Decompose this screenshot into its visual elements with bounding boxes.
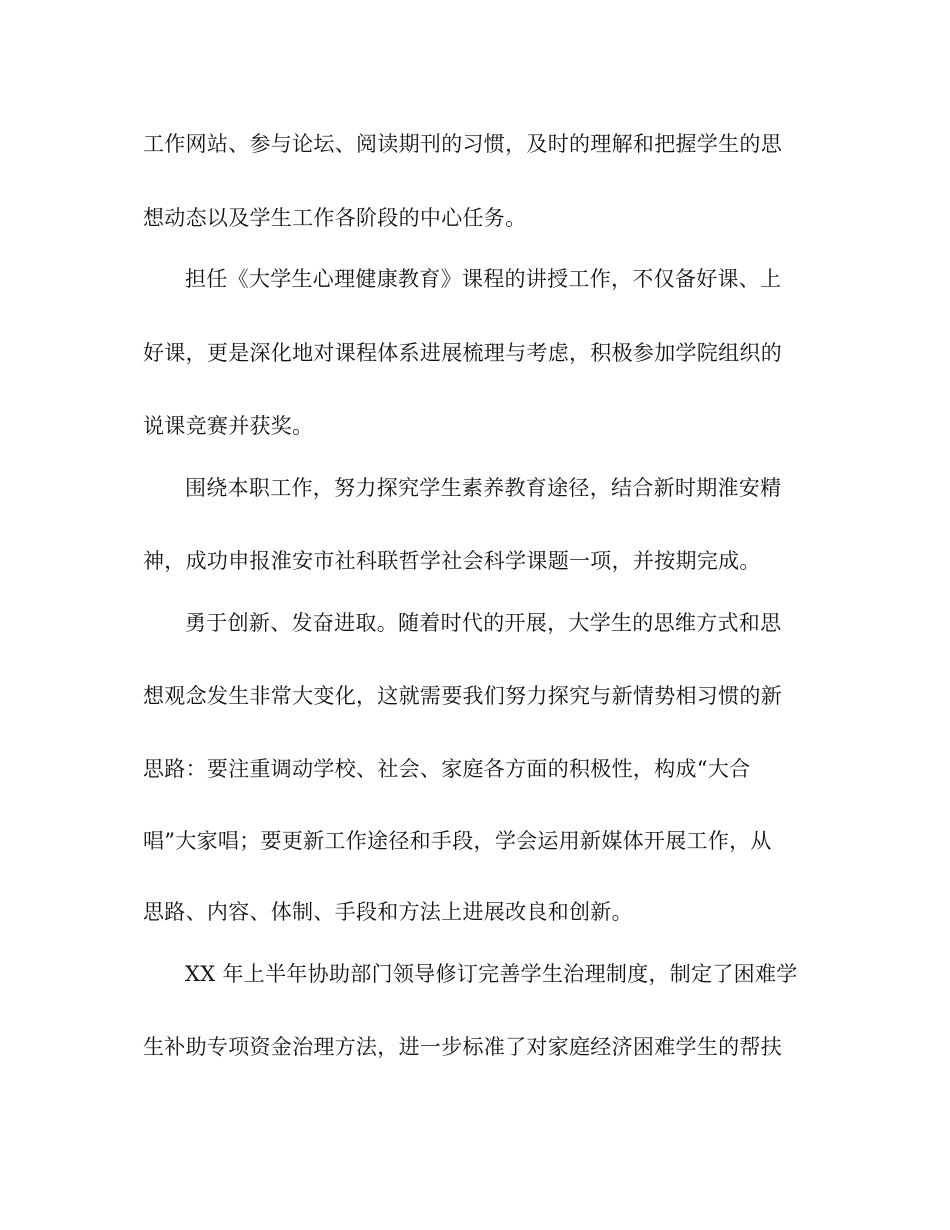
text-line: 思路：要注重调动学校、社会、家庭各方面的积极性，构成“大合	[143, 757, 751, 781]
text-line: 说课竞赛并获奖。	[143, 414, 314, 438]
paragraph-first-line: 围绕本职工作，努力探究学生素养教育途径，结合新时期淮安精	[185, 476, 782, 500]
text-line: 想观念发生非常大变化，这就需要我们努力探究与新情势相习惯的新	[143, 684, 782, 708]
paragraph-first-line: XX 年上半年协助部门领导修订完善学生治理制度，制定了困难学	[185, 962, 798, 986]
text-line: 思路、内容、体制、手段和方法上进展改良和创新。	[143, 900, 633, 924]
text-line: 好课，更是深化地对课程体系进展梳理与考虑，积极参加学院组织的	[143, 341, 782, 365]
text-line: 生补助专项资金治理方法，进一步标准了对家庭经济困难学生的帮扶	[143, 1035, 782, 1059]
text-line: 唱”大家唱；要更新工作途径和手段，学会运用新媒体开展工作，从	[143, 829, 772, 853]
paragraph-first-line: 担任《大学生心理健康教育》课程的讲授工作，不仅备好课、上	[185, 267, 782, 291]
paragraph-first-line: 勇于创新、发奋进取。随着时代的开展，大学生的思维方式和思	[185, 611, 782, 635]
text-line: 工作网站、参与论坛、阅读期刊的习惯，及时的理解和把握学生的思	[143, 132, 782, 156]
text-line: 神，成功申报淮安市社科联哲学社会科学课题一项，并按期完成。	[143, 549, 761, 573]
text-line: 想动态以及学生工作各阶段的中心任务。	[143, 206, 527, 230]
